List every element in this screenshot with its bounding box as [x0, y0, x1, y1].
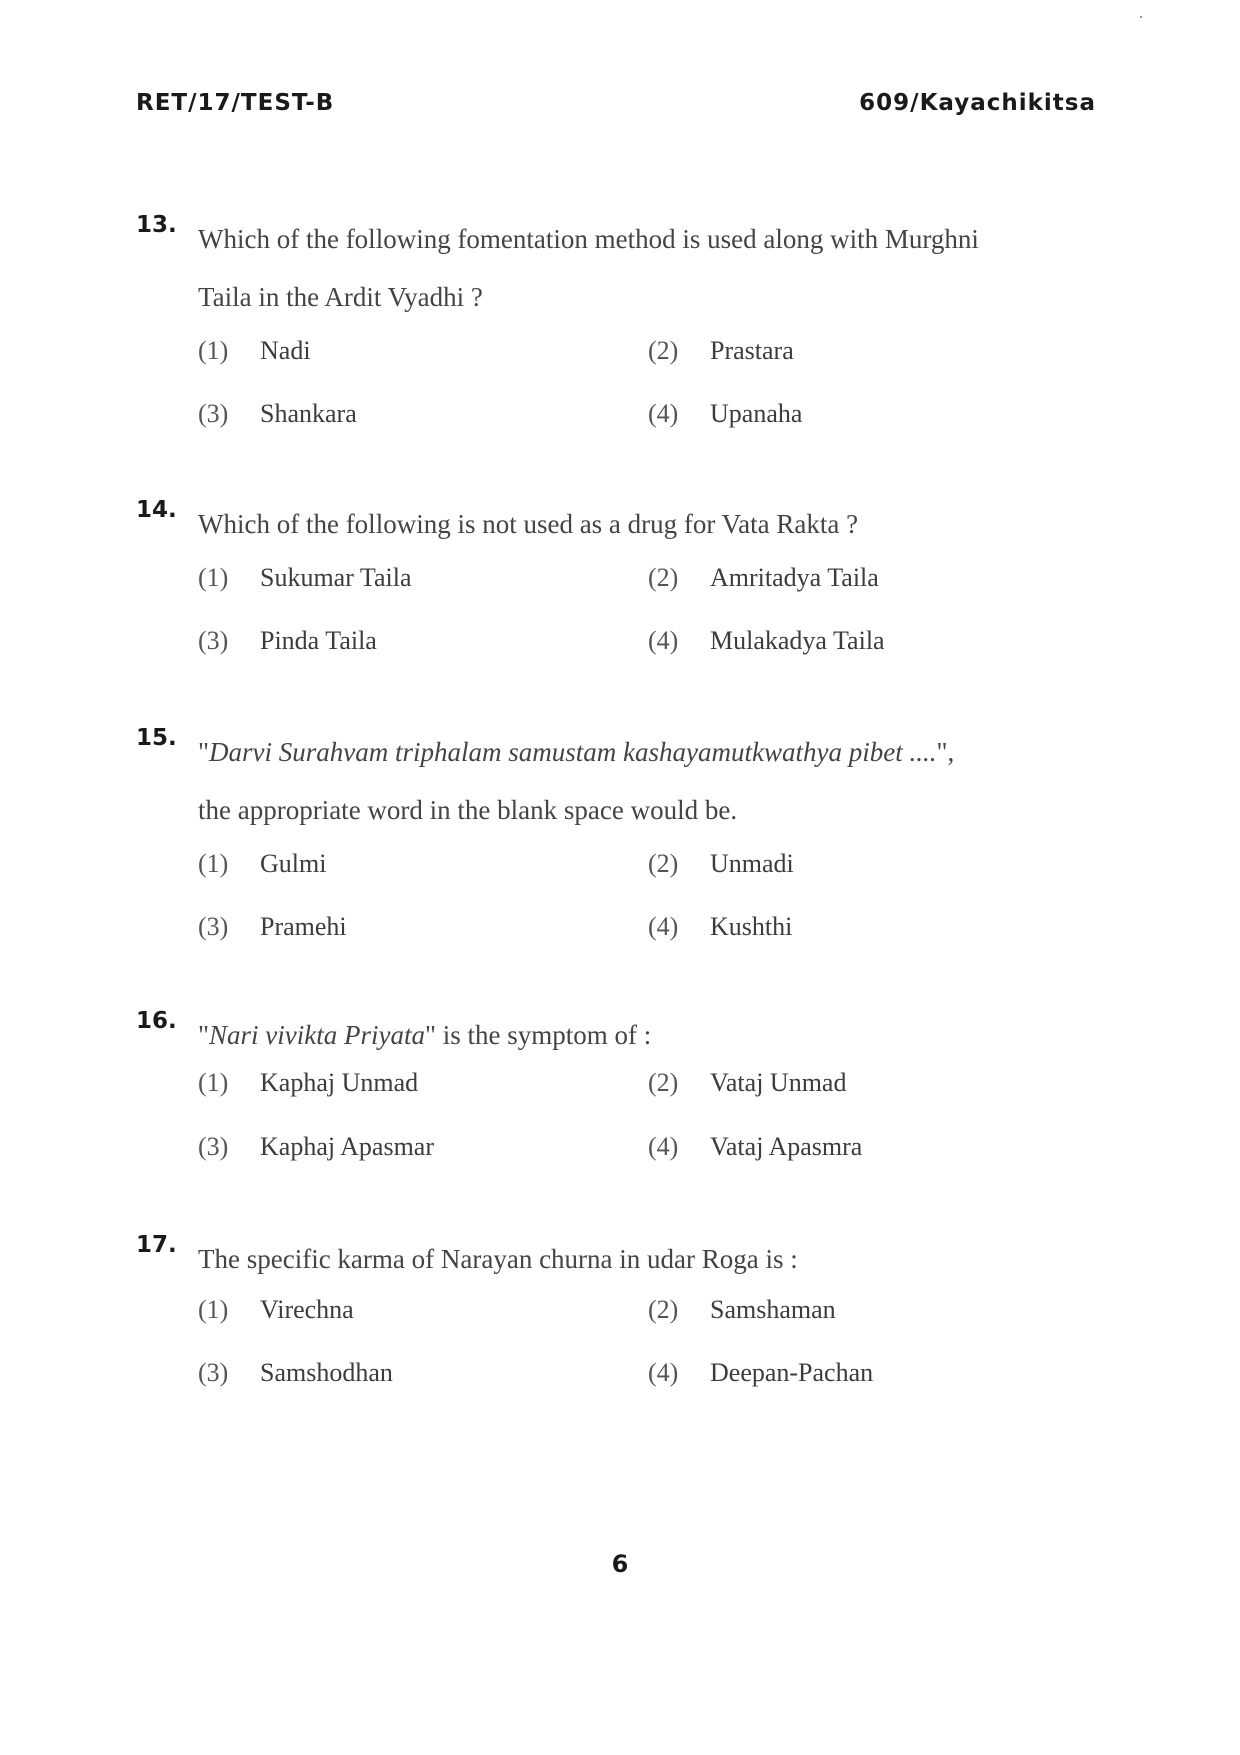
option-text: Sukumar Taila: [260, 563, 412, 592]
option-2: [648, 1295, 836, 1325]
question-line: [198, 723, 1098, 781]
sanskrit-verse: Darvi Surahvam triphalam samustam kashayamutkwathya pibet ....: [209, 737, 937, 767]
question-text: [198, 1006, 1098, 1064]
option-text: Mulakadya Taila: [710, 626, 885, 655]
subject-code: 609/Kayachikitsa: [859, 90, 1096, 116]
option-4: [648, 399, 802, 429]
option-number: (1): [198, 849, 229, 878]
option-number: (2): [648, 849, 679, 878]
page-header: [136, 90, 1096, 130]
open-quote: ": [198, 737, 210, 767]
option-text: Samshaman: [710, 1295, 836, 1324]
question-number: 14.: [136, 497, 177, 523]
option-number: (4): [648, 399, 679, 428]
option-1: [198, 849, 326, 879]
scan-speck: [1140, 16, 1142, 18]
option-number: (4): [648, 626, 679, 655]
option-text: Pramehi: [260, 912, 347, 941]
question-number: 17.: [136, 1232, 177, 1258]
option-number: (1): [198, 336, 229, 365]
option-text: Virechna: [260, 1295, 354, 1324]
option-text: Shankara: [260, 399, 357, 428]
option-number: (4): [648, 1358, 679, 1387]
option-number: (4): [648, 912, 679, 941]
option-1: [198, 336, 311, 366]
option-number: (3): [198, 1358, 229, 1387]
option-1: [198, 1068, 418, 1098]
option-number: (2): [648, 1068, 679, 1097]
option-2: [648, 563, 879, 593]
question-text: [198, 210, 1098, 326]
option-2: [648, 849, 794, 879]
question-number: 13.: [136, 212, 177, 238]
question-line: The specific karma of Narayan churna in udar Roga is :: [198, 1244, 798, 1274]
option-3: [198, 1358, 393, 1388]
question-line: Taila in the Ardit Vyadhi ?: [198, 282, 483, 312]
option-3: [198, 1132, 434, 1162]
question-line: Which of the following is not used as a drug for Vata Rakta ?: [198, 509, 859, 539]
close-quote: ",: [936, 737, 955, 767]
option-text: Samshodhan: [260, 1358, 393, 1387]
option-4: [648, 1358, 873, 1388]
option-3: [198, 912, 347, 942]
option-text: Gulmi: [260, 849, 327, 878]
question-text: [198, 723, 1098, 839]
open-quote: ": [198, 1020, 210, 1050]
option-number: (2): [648, 1295, 679, 1324]
option-text: Kaphaj Apasmar: [260, 1132, 435, 1161]
option-number: (3): [198, 399, 229, 428]
question-number: 16.: [136, 1008, 177, 1034]
option-number: (3): [198, 912, 229, 941]
option-3: [198, 399, 357, 429]
option-number: (2): [648, 563, 679, 592]
option-text: Prastara: [710, 336, 794, 365]
question-line: the appropriate word in the blank space would be.: [198, 795, 738, 825]
question-number: 15.: [136, 725, 177, 751]
option-4: [648, 912, 792, 942]
question-rest: " is the symptom of :: [425, 1020, 652, 1050]
option-1: [198, 563, 412, 593]
question-line: [198, 1006, 1098, 1064]
option-number: (1): [198, 1068, 229, 1097]
exam-code: RET/17/TEST-B: [136, 90, 335, 116]
option-number: (1): [198, 563, 229, 592]
option-1: [198, 1295, 354, 1325]
question-line: Which of the following fomentation method is used along with Murghni: [198, 224, 979, 254]
page-number: 6: [611, 1550, 629, 1578]
option-2: [648, 1068, 846, 1098]
option-number: (1): [198, 1295, 229, 1324]
option-text: Pinda Taila: [260, 626, 377, 655]
option-number: (2): [648, 336, 679, 365]
option-number: (3): [198, 626, 229, 655]
option-text: Vataj Unmad: [710, 1068, 847, 1097]
question-text: [198, 1230, 1098, 1288]
option-text: Deepan-Pachan: [710, 1358, 874, 1387]
option-4: [648, 1132, 862, 1162]
option-4: [648, 626, 885, 656]
option-3: [198, 626, 377, 656]
question-text: [198, 495, 1098, 553]
option-number: (4): [648, 1132, 679, 1161]
option-text: Unmadi: [710, 849, 794, 878]
option-text: Amritadya Taila: [710, 563, 879, 592]
symptom-phrase: Nari vivikta Priyata: [209, 1020, 425, 1050]
option-text: Upanaha: [710, 399, 803, 428]
option-2: [648, 336, 794, 366]
option-number: (3): [198, 1132, 229, 1161]
option-text: Kushthi: [710, 912, 793, 941]
option-text: Nadi: [260, 336, 311, 365]
option-text: Vataj Apasmra: [710, 1132, 863, 1161]
option-text: Kaphaj Unmad: [260, 1068, 419, 1097]
